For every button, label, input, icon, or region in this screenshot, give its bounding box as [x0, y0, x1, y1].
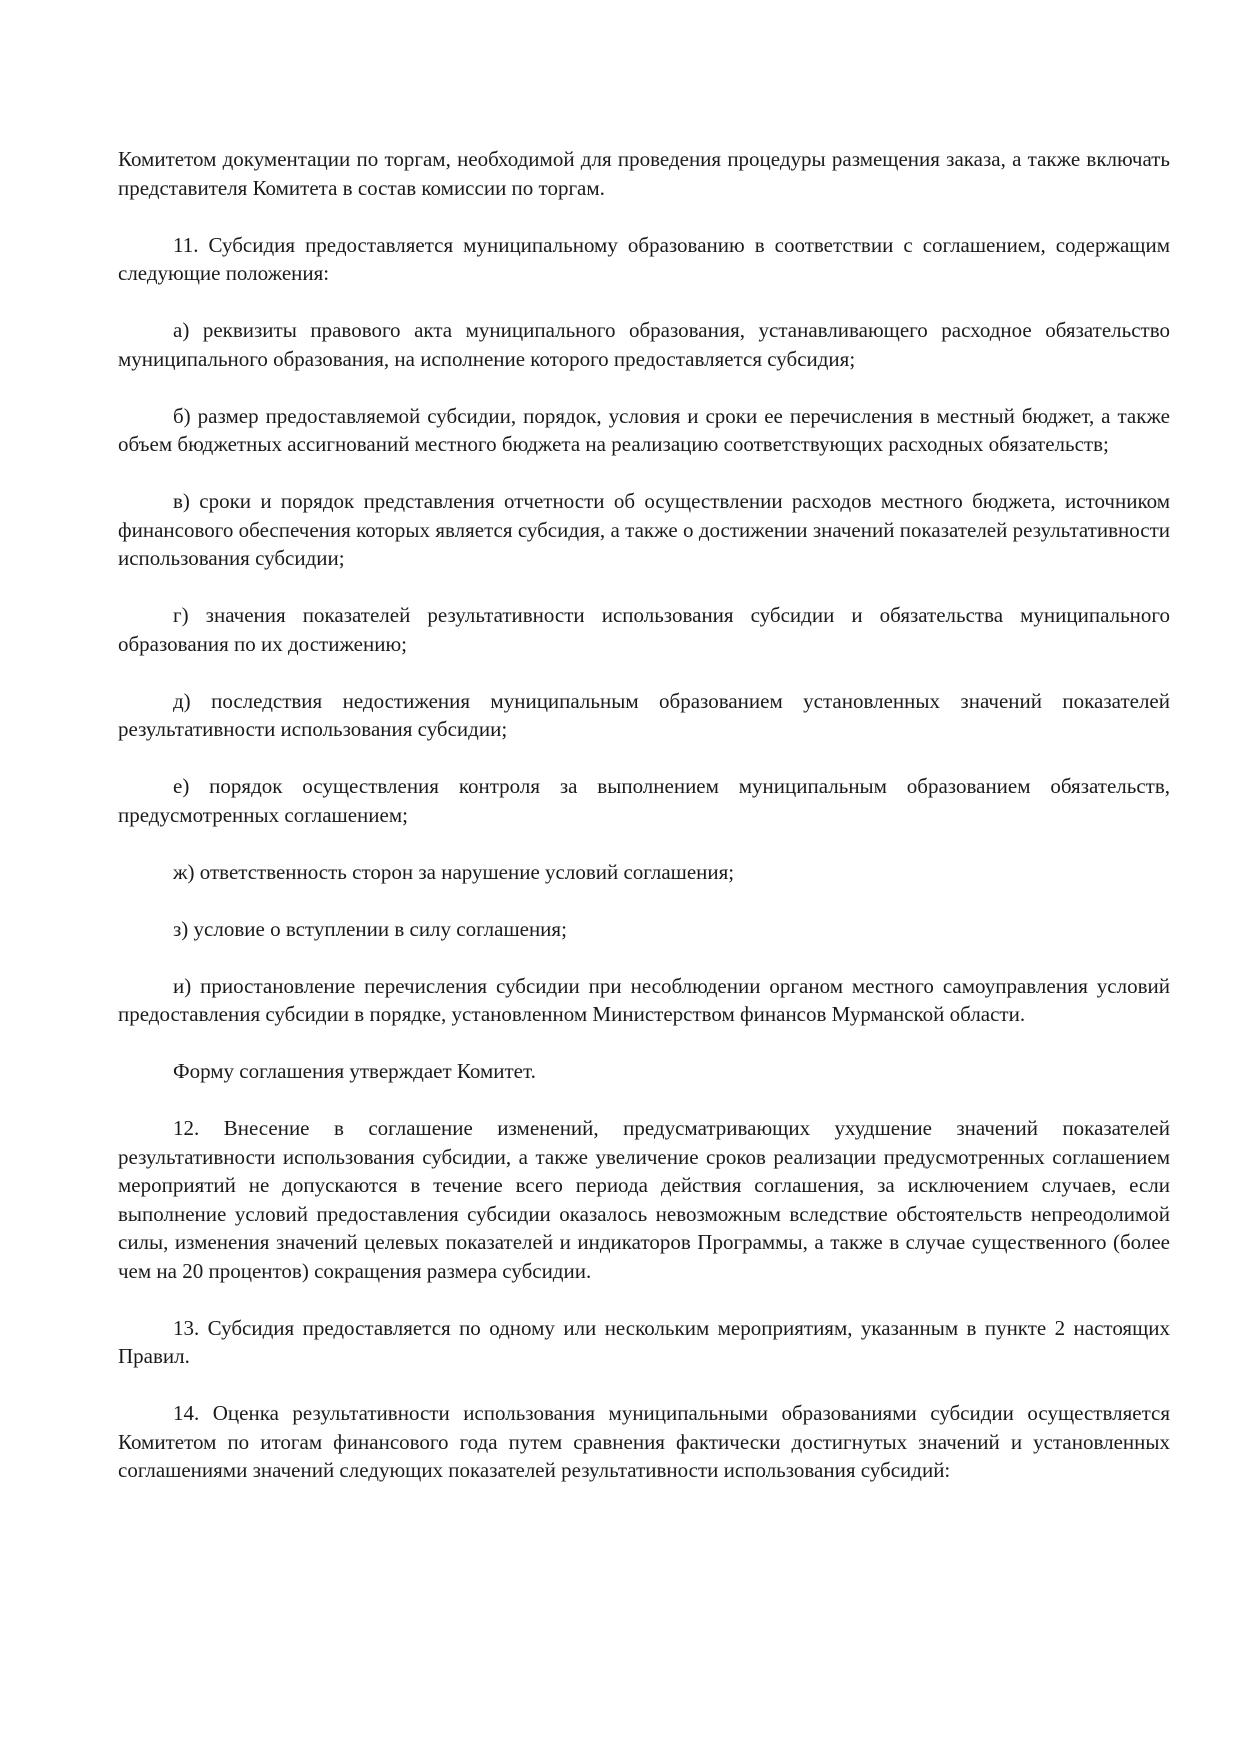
paragraph-item-z: з) условие о вступлении в силу соглашения; — [173, 916, 567, 941]
paragraph-continuation: Комитетом документации по торгам, необходимой для проведения процедуры размещения заказа, а также включать представителя Комитета в состав комиссии по торгам. — [118, 147, 1170, 200]
paragraph-agreement-form: Форму соглашения утверждает Комитет. — [173, 1059, 536, 1083]
paragraph-item-v: в) сроки и порядок представления отчетности об осуществлении расходов местного бюджета, источником финансового обеспечения которых является субсидия, а также о достижении значений показателей результативности использования субсидии; — [118, 489, 1170, 570]
paragraph-item-d: д) последствия недостижения муниципальным образованием установленных значений показателей результативности использования субсидии; — [118, 688, 1170, 741]
paragraph-item-a: а) реквизиты правового акта муниципального образования, устанавливающего расходное обязательство муниципального образования, на исполнение которого предоставляется субсидия; — [118, 318, 1170, 371]
paragraph-clause-12: 12. Внесение в соглашение изменений, предусматривающих ухудшение значений показателей результативности использования субсидии, а также увеличение сроков реализации предусмотренных соглашением мероприятий не допускаются в течение всего периода действия соглашения, за исключением случаев, если выполнение условий предоставления субсидии оказалось невозможным вследствие обстоятельств непреодолимой силы, изменения значений целевых показателей и индикаторов Программы, а также в случае существенного (более чем на 20 процентов) сокращения размера субсидии. — [118, 1116, 1170, 1283]
paragraph-clause-11: 11. Субсидия предоставляется муниципальному образованию в соответствии с соглашением, содержащим следующие положения: — [118, 232, 1170, 285]
document-body — [118, 145, 1170, 1485]
paragraph-clause-13: 13. Субсидия предоставляется по одному или нескольким мероприятиям, указанным в пункте 2 настоящих Правил. — [118, 1315, 1170, 1368]
paragraph-item-i: и) приостановление перечисления субсидии при несоблюдении органом местного самоуправления условий предоставления субсидии в порядке, установленном Министерством финансов Мурманской области. — [118, 973, 1170, 1026]
paragraph-item-g: г) значения показателей результативности использования субсидии и обязательства муниципального образования по их достижению; — [118, 603, 1170, 656]
paragraph-item-e: е) порядок осуществления контроля за выполнением муниципальным образованием обязательств, предусмотренных соглашением; — [118, 774, 1170, 827]
paragraph-clause-14: 14. Оценка результативности использования муниципальными образованиями субсидии осуществляется Комитетом по итогам финансового года путем сравнения фактически достигнутых значений и установленных соглашениями значений следующих показателей результативности использования субсидий: — [118, 1401, 1170, 1482]
paragraph-item-zh: ж) ответственность сторон за нарушение условий соглашения; — [173, 859, 735, 884]
paragraph-item-b: б) размер предоставляемой субсидии, порядок, условия и сроки ее перечисления в местный бюджет, а также объем бюджетных ассигнований местного бюджета на реализацию соответствующих расходных обязательств; — [118, 403, 1170, 456]
